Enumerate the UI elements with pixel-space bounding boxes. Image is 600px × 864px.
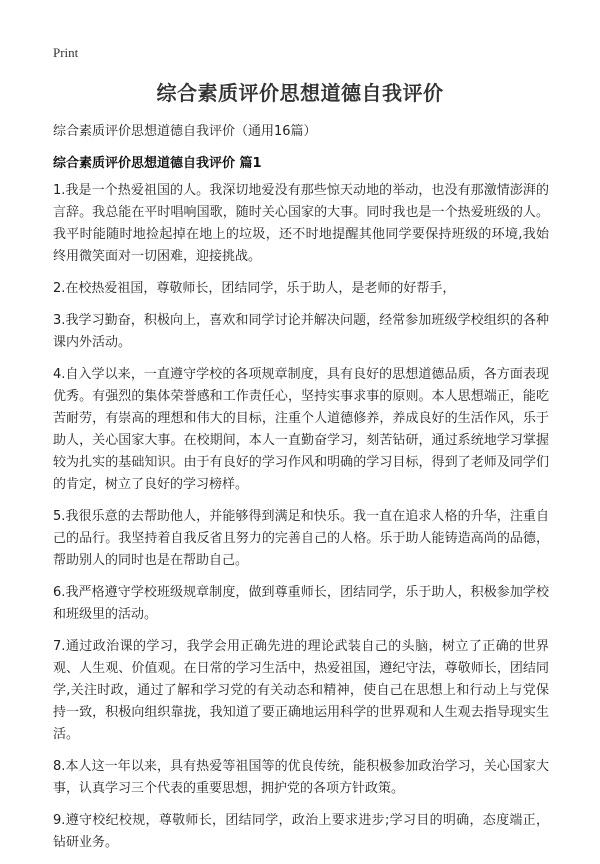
- print-label: Print: [53, 45, 79, 60]
- paragraph-8: 8.本人这一年以来，具有热爱等祖国等的优良传统，能积极参加政治学习，关心国家大事，认真学习三个代表的重要思想，拥护党的各项方针政策。: [53, 759, 549, 796]
- document-body: [53, 180, 549, 864]
- document-subtitle: 综合素质评价思想道德自我评价（通用16篇）: [53, 124, 317, 139]
- paragraph-3: 3.我学习勤奋，积极向上，喜欢和同学讨论并解决问题，经常参加班级学校组织的各种课内外活动。: [53, 313, 549, 350]
- section-heading: 综合素质评价思想道德自我评价 篇1: [53, 156, 262, 171]
- paragraph-6: 6.我严格遵守学校班级规章制度，做到尊重师长，团结同学，乐于助人，积极参加学校和班级里的活动。: [53, 585, 549, 622]
- document-title: 综合素质评价思想道德自我评价: [156, 81, 444, 105]
- paragraph-9: 9.遵守校纪校规，尊敬师长，团结同学，政治上要求进步;学习目的明确，态度端正，钻研业务。: [53, 813, 549, 850]
- paragraph-4: 4.自入学以来，一直遵守学校的各项规章制度，具有良好的思想道德品质，各方面表现优秀。有强烈的集体荣誉感和工作责任心，坚持实事求事的原则。本人思想端正，能吃苦耐劳，有崇高的理想和伟大的目标，注重个人道德修养，养成良好的生活作风，乐于助人，关心国家大事。在校期间，本人一直勤奋学习，刻苦钻研，通过系统地学习掌握较为扎实的基础知识。由于有良好的学习作风和明确的学习目标，得到了老师及同学们的肯定，树立了良好的学习榜样。: [53, 367, 549, 492]
- paragraph-5: 5.我很乐意的去帮助他人，并能够得到满足和快乐。我一直在追求人格的升华，注重自己的品行。我坚持着自我反省且努力的完善自己的人格。乐于助人能铸造高尚的品德，帮助别人的同时也是在帮助自己。: [53, 509, 549, 568]
- paragraph-7: 7.通过政治课的学习，我学会用正确先进的理论武装自己的头脑，树立了正确的世界观、人生观、价值观。在日常的学习生活中，热爱祖国，遵纪守法，尊敬师长，团结同学,关注时政，通过了解和学习党的有关动态和精神，使自己在思想上和行动上与党保持一致，积极向组织靠拢，我知道了要正确地运用科学的世界观和人生观去指导现实生活。: [53, 639, 549, 742]
- paragraph-2: 2.在校热爱祖国，尊敬师长，团结同学，乐于助人，是老师的好帮手，: [53, 281, 456, 296]
- paragraph-1: 1.我是一个热爱祖国的人。我深切地爱没有那些惊天动地的举动，也没有那激情澎湃的言辞。我总能在平时唱响国歌，随时关心国家的大事。同时我也是一个热爱班级的人。我平时能随时地捡起掉在地上的垃圾，还不时地提醒其他同学要保持班级的环境,我始终用微笑面对一切困难，迎接挑战。: [53, 183, 549, 264]
